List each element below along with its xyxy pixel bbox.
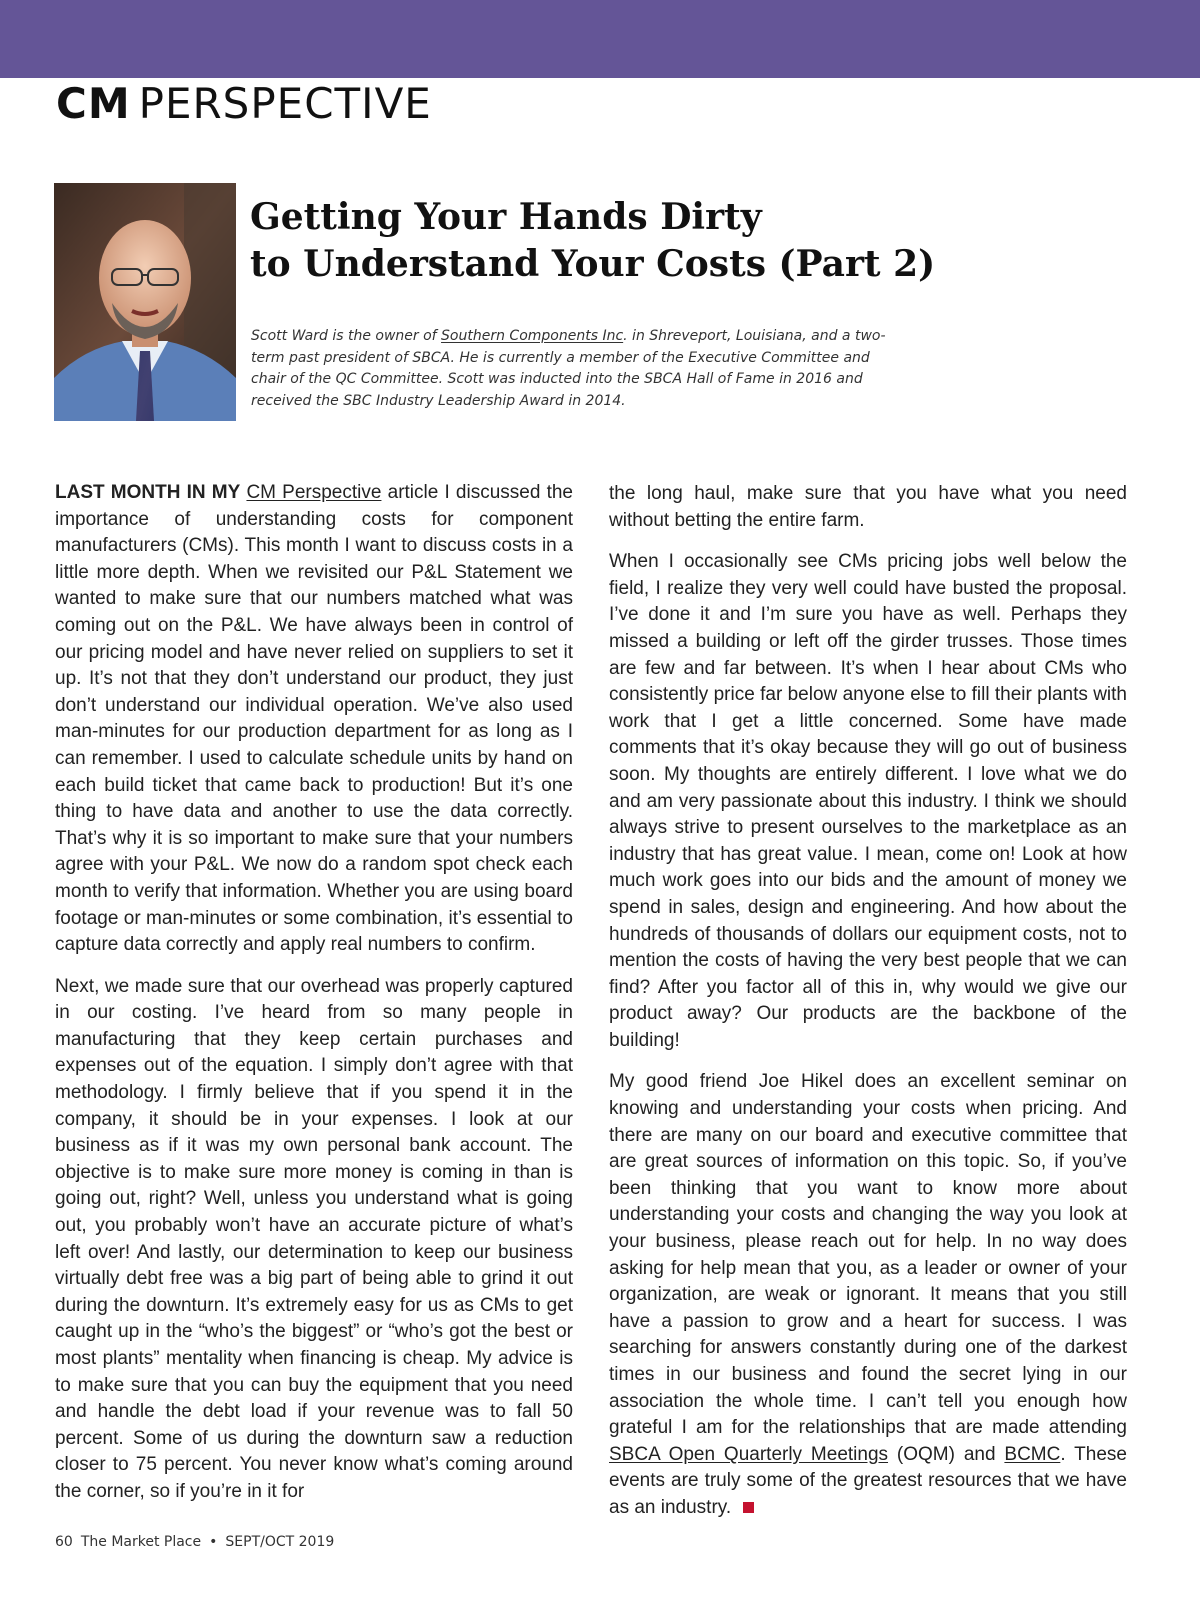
paragraph-1: [55, 480, 573, 959]
end-of-article-mark: [743, 1502, 754, 1513]
cm-perspective-link[interactable]: CM Perspective: [246, 482, 382, 503]
paragraph-4: [609, 1069, 1127, 1521]
page-footer: [55, 1534, 342, 1550]
paragraph-3: When I occasionally see CMs pricing jobs well below the field, I realize they very well could have busted the proposal. I’ve done it and I’m sure you have as well. Perhaps they missed a building or left off the girder trusses. Those times are few and far between. It’s when I hear about CMs who consistently price far below anyone else to fill their plants with work that I get a little concerned. Some have made comments that it’s okay because they will go out of business soon. My thoughts are entirely different. I love what we do and am very passionate about this industry. I think we should always strive to present ourselves to the marketplace as an industry that has great value. I mean, come on! Look at how much work goes into our bids and the amount of money we spend in sales, design and engineering. And how about the hundreds of thousands of dollars our equipment costs, not to mention the costs of having the very best people that we can find? After you factor all of this in, why would we give our product away? Our products are the backbone of the building!: [609, 551, 1127, 1051]
paragraph-lead-in: LAST MONTH IN MY: [55, 482, 241, 503]
issue-date: SEPT/OCT 2019: [225, 1534, 335, 1550]
body-column-right: [609, 481, 1127, 1537]
top-color-bar: [0, 0, 1200, 78]
page-number: 60: [55, 1534, 73, 1550]
sbca-oqm-link[interactable]: SBCA Open Quarterly Meetings: [609, 1443, 889, 1465]
paragraph-2-continued: the long haul, make sure that you have what you need without betting the entire farm.: [609, 483, 1127, 531]
article-title-line-1: Getting Your Hands Dirty: [250, 196, 762, 238]
bcmc-link[interactable]: BCMC: [1004, 1443, 1061, 1465]
paragraph-1-text: article I discussed the importance of understanding costs for component manufacturers (CMs). This month I want to discuss costs in a little more depth. When we revisited our P&L Statement we wanted to make sure that our numbers matched what was coming out on the P&L. We have always been in control of our pricing model and have never relied on suppliers to set it up. It’s not that they don’t understand our product, they just don’t understand our individual operation. We’ve also used man-minutes for our production department for as long as I can remember. I used to calculate schedule units by hand on each build ticket that came back to production! But it’s one thing to have data and another to use the data correctly. That’s why it is so important to make sure that your numbers agree with your P&L. We now do a random spot check each month to verify that information. Whether you are using board footage or man-minutes or some combination, it’s essential to capture data correctly and apply real numbers to confirm.: [55, 482, 573, 956]
southern-components-link[interactable]: Southern Components Inc: [441, 328, 624, 344]
section-header: [56, 80, 432, 128]
article-title-line-2: to Understand Your Costs (Part 2): [250, 243, 936, 285]
section-header-light: PERSPECTIVE: [138, 79, 432, 128]
publication-name: The Market Place: [80, 1534, 202, 1550]
paragraph-4-end: . These events are truly some of the greatest resources that we have as an industry.: [609, 1443, 1127, 1518]
paragraph-4-text: My good friend Joe Hikel does an excellent seminar on knowing and understanding your costs when pricing. And there are many on our board and executive committee that are great sources of information on this topic. So, if you’ve been thinking that you want to know more about understanding your costs and changing the way you look at your business, please reach out for help. In no way does asking for help mean that you, as a leader or owner of your organization, are weak or ignorant. It means that you still have a passion to grow and a heart for success. I was searching for answers constantly during one of the darkest times in our business and found the secret lying in our association the whole time. I can’t tell you enough how grateful I am for the relationships that are made attending: [609, 1071, 1127, 1439]
footer-separator: •: [209, 1534, 218, 1550]
article-title: [250, 194, 950, 288]
author-bio: [251, 326, 891, 412]
paragraph-4-mid: (OQM) and: [896, 1443, 996, 1465]
bio-text-end: . in Shreveport, Louisiana, and a two-term past president of SBCA. He is currently a member of the Executive Committee and chair of the QC Committee. Scott was inducted into the SBCA Hall of Fame in 2016 and received the SBC Industry Leadership Award in 2014.: [251, 328, 886, 409]
author-photo: [54, 183, 236, 421]
body-column-left: [55, 480, 573, 1521]
bio-text-start: Scott Ward is the owner of: [251, 328, 442, 344]
paragraph-2: Next, we made sure that our overhead was properly captured in our costing. I’ve heard from so many people in manufacturing that they keep certain purchases and expenses out of the equation. I simply don’t agree with that methodology. I firmly believe that if you spend it in the company, it should be in your expenses. I look at our business as if it was my own personal bank account. The objective is to make sure more money is coming in than is going out, right? Well, unless you understand what is going out, you probably won’t have an accurate picture of what’s left over! And lastly, our determination to keep our business virtually debt free was a big part of being able to grind it out during the downturn. It’s extremely easy for us as CMs to get caught up in the “who’s the biggest” or “who’s got the best or most plants” mentality when financing is cheap. My advice is to make sure that you can buy the equipment that you need and handle the debt load if your revenue was to fall 50 percent. Some of us during the downturn saw a reduction closer to 75 percent. You never know what’s coming around the corner, so if you’re in it for: [55, 975, 573, 1502]
section-header-bold: CM: [56, 79, 131, 128]
